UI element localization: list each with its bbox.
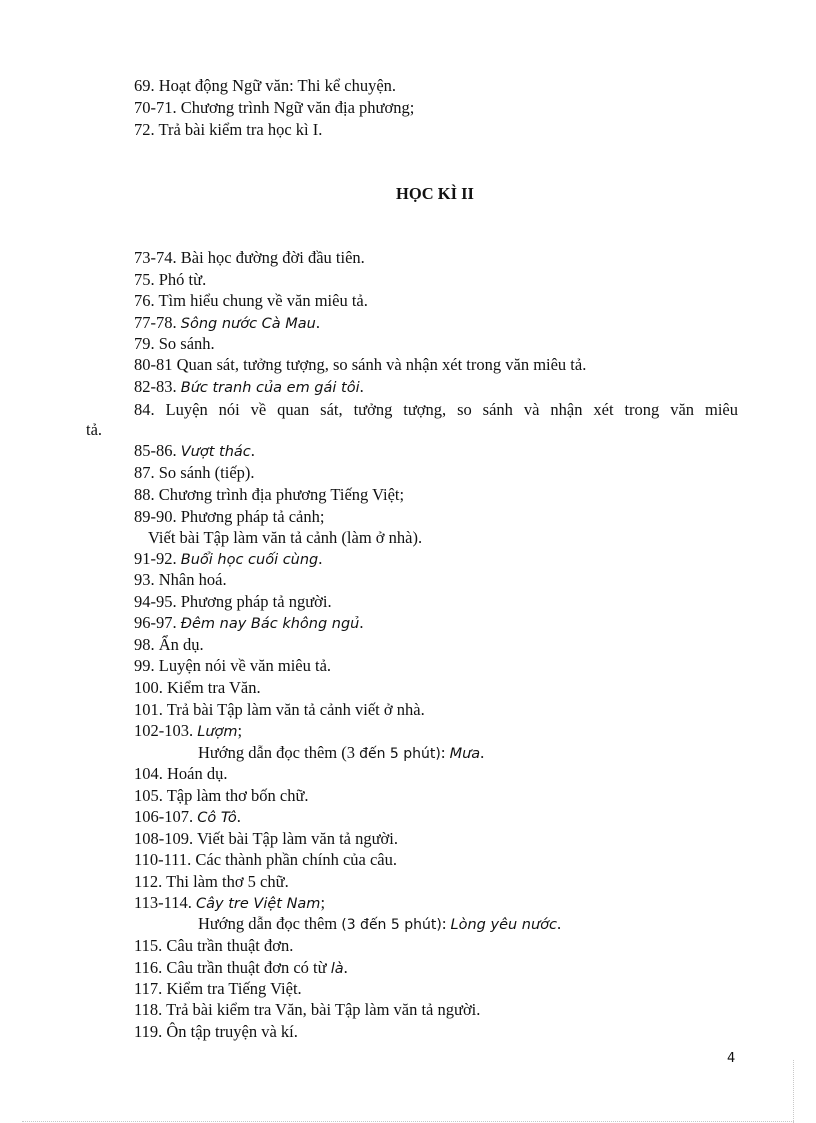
- list-item: 87. So sánh (tiếp).: [134, 463, 255, 482]
- list-item: 84. Luyện nói về quan sát, tưởng tượng, so sánh và nhận xét trong văn miêu: [134, 400, 738, 419]
- page-number: 4: [727, 1051, 736, 1066]
- list-item: Hướng dẫn đọc thêm (3 đến 5 phút): Lòng yêu nước.: [198, 914, 562, 933]
- list-item: 91-92. Buổi học cuối cùng.: [134, 549, 323, 568]
- page-border: [793, 1060, 794, 1123]
- list-item: 73-74. Bài học đường đời đầu tiên.: [134, 248, 365, 267]
- list-item: 105. Tập làm thơ bốn chữ.: [134, 786, 309, 805]
- page-border: [22, 1121, 794, 1122]
- list-item: 106-107. Cô Tô.: [134, 807, 241, 826]
- list-item: 80-81 Quan sát, tưởng tượng, so sánh và nhận xét trong văn miêu tả.: [134, 355, 587, 374]
- list-item: 104. Hoán dụ.: [134, 764, 228, 783]
- list-item: 93. Nhân hoá.: [134, 570, 227, 589]
- section-heading: HỌC KÌ II: [396, 184, 474, 203]
- list-item: 96-97. Đêm nay Bác không ngủ.: [134, 613, 364, 632]
- list-item: 99. Luyện nói về văn miêu tả.: [134, 656, 332, 675]
- list-item: 77-78. Sông nước Cà Mau.: [134, 313, 320, 332]
- list-item: 94-95. Phương pháp tả người.: [134, 592, 332, 611]
- list-item: 98. Ẩn dụ.: [134, 635, 204, 654]
- list-item: 72. Trả bài kiểm tra học kì I.: [134, 120, 323, 139]
- list-item: 108-109. Viết bài Tập làm văn tả người.: [134, 829, 398, 848]
- list-item: 88. Chương trình địa phương Tiếng Việt;: [134, 485, 405, 504]
- list-item: 113-114. Cây tre Việt Nam;: [134, 893, 326, 912]
- list-item: 85-86. Vượt thác.: [134, 441, 255, 460]
- list-item: 79. So sánh.: [134, 334, 215, 353]
- list-item: 102-103. Lượm;: [134, 721, 243, 740]
- list-item: 69. Hoạt động Ngữ văn: Thi kể chuyện.: [134, 76, 397, 95]
- list-item: 82-83. Bức tranh của em gái tôi.: [134, 377, 364, 396]
- list-item: 116. Câu trần thuật đơn có từ là.: [134, 958, 348, 977]
- list-item-continuation: tả.: [86, 420, 103, 439]
- list-item: Hướng dẫn đọc thêm (3 đến 5 phút): Mưa.: [198, 743, 485, 762]
- list-item: 119. Ôn tập truyện và kí.: [134, 1022, 298, 1041]
- list-item: 101. Trả bài Tập làm văn tả cảnh viết ở nhà.: [134, 700, 425, 719]
- list-item: 115. Câu trần thuật đơn.: [134, 936, 294, 955]
- list-item: 100. Kiểm tra Văn.: [134, 678, 261, 697]
- list-item: 112. Thi làm thơ 5 chữ.: [134, 872, 289, 891]
- list-item: 75. Phó từ.: [134, 270, 207, 289]
- list-item: 70-71. Chương trình Ngữ văn địa phương;: [134, 98, 415, 117]
- list-item: 89-90. Phương pháp tả cảnh;: [134, 507, 325, 526]
- list-item: Viết bài Tập làm văn tả cảnh (làm ở nhà).: [148, 528, 423, 547]
- list-item: 76. Tìm hiểu chung về văn miêu tả.: [134, 291, 368, 310]
- list-item: 118. Trả bài kiểm tra Văn, bài Tập làm văn tả người.: [134, 1000, 481, 1019]
- list-item: 110-111. Các thành phần chính của câu.: [134, 850, 397, 869]
- list-item: 117. Kiểm tra Tiếng Việt.: [134, 979, 302, 998]
